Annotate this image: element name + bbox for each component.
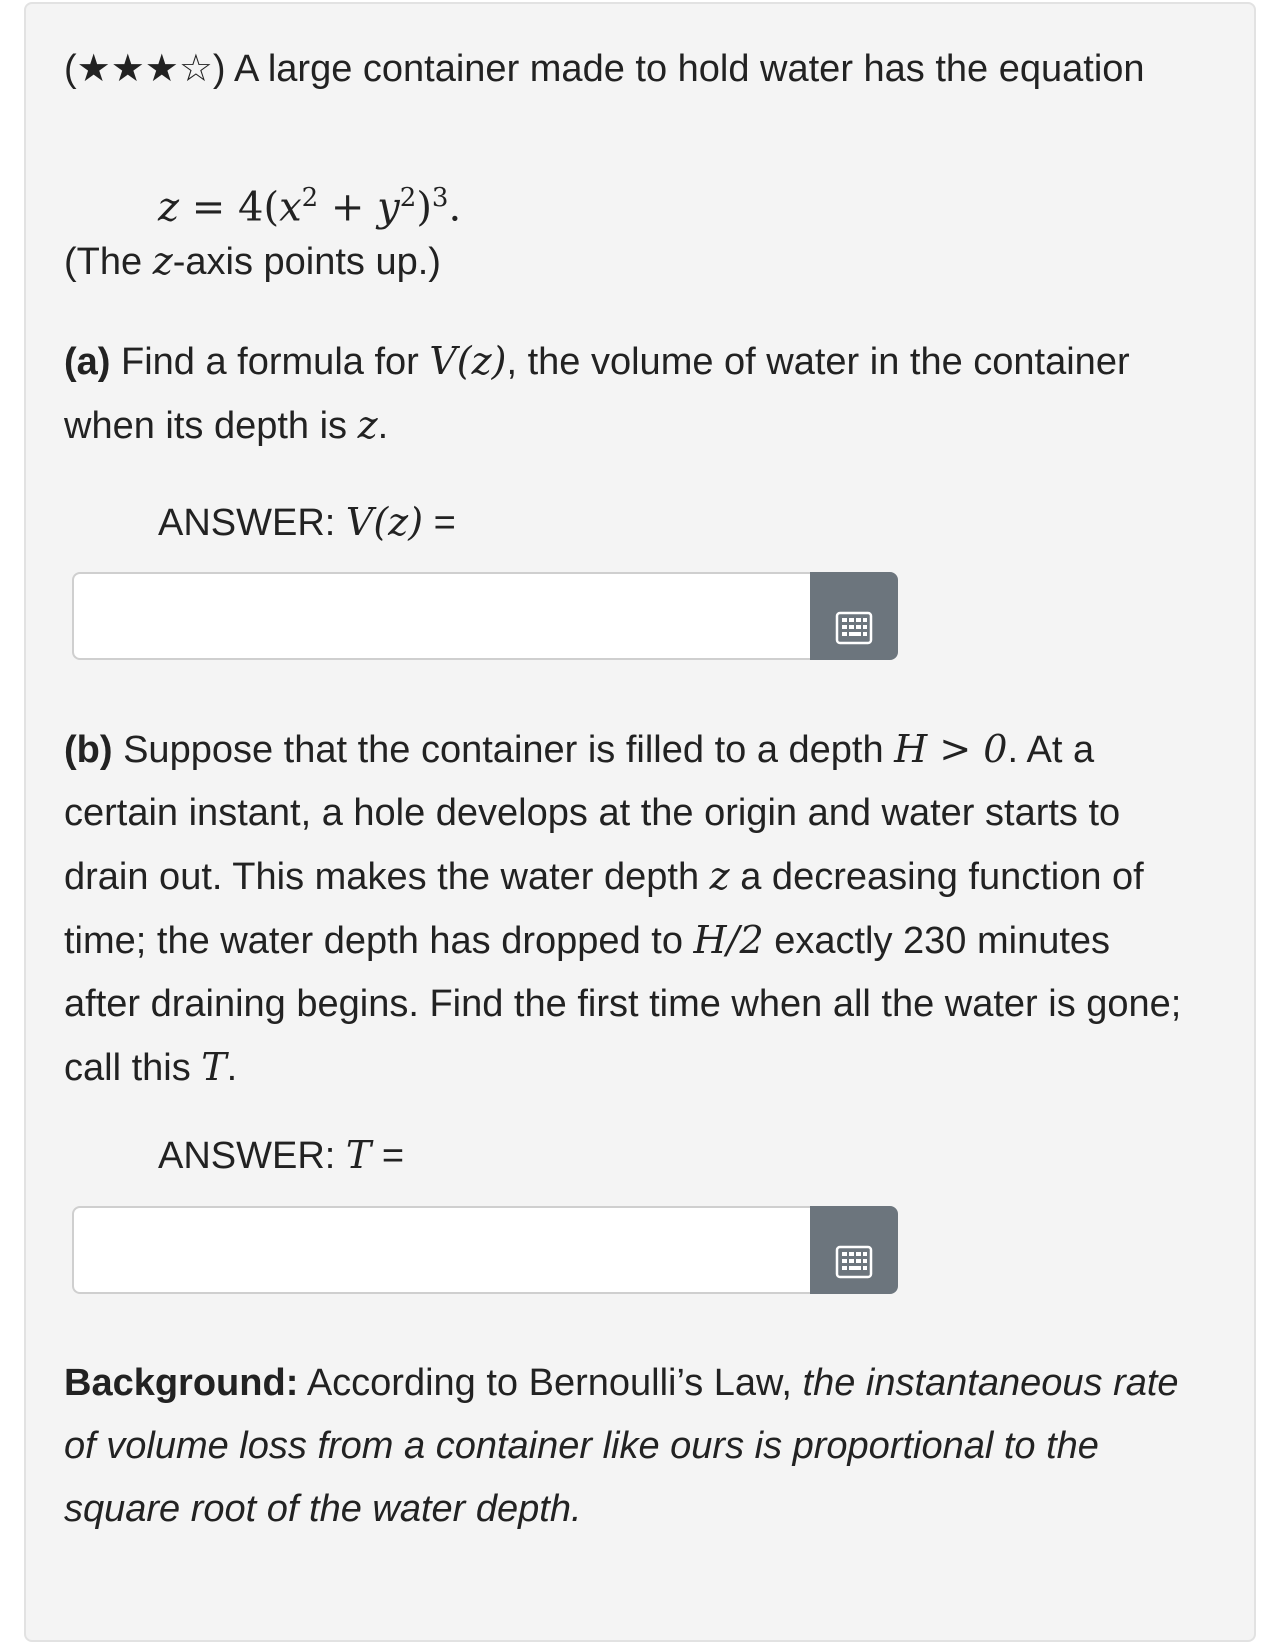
- part-a-question: (a) Find a formula for V(z), the volume of water in the container when its depth is z.: [64, 339, 1130, 447]
- answer-b-row: [72, 1206, 898, 1294]
- part-b-label: (b): [64, 729, 113, 771]
- problem-intro: [64, 38, 1204, 101]
- part-a-label: (a): [64, 341, 111, 383]
- background-label: Background:: [64, 1362, 299, 1404]
- answer-a-row: [72, 572, 898, 660]
- part-b-question: (b) Suppose that the container is filled to a depth H > 0. At a certain instant, a hole develops at the origin and water starts to drain out. This makes the water depth z a decreasing function of time; the water depth has dropped to H/2 exactly 230 minutes after draining begins. Find the first time when all the water is gone; call this T.: [64, 727, 1182, 1089]
- answer-b-input[interactable]: [72, 1206, 812, 1294]
- container-equation: $z = 4(x^2 + y^2)^3$.: [158, 183, 462, 231]
- difficulty-rating: (★★★☆): [64, 48, 226, 90]
- answer-a-label: ANSWER: V(z) =: [158, 500, 456, 544]
- keypad-button-b[interactable]: [810, 1206, 898, 1294]
- axis-note: (The z-axis points up.): [64, 239, 441, 283]
- star-rating-icon: ★★★☆: [76, 48, 213, 90]
- background-note: Background: According to Bernoulli’s Law, the instantaneous rate of volume loss from a container like ours is proportional to the square root of the water depth.: [64, 1362, 1179, 1530]
- answer-a-input[interactable]: [72, 572, 812, 660]
- keypad-button-a[interactable]: [810, 572, 898, 660]
- answer-b-label: ANSWER: T =: [158, 1133, 405, 1177]
- keypad-icon: [834, 608, 874, 648]
- intro-text: A large container made to hold water has the equation: [225, 48, 1145, 90]
- keypad-icon: [834, 1242, 874, 1282]
